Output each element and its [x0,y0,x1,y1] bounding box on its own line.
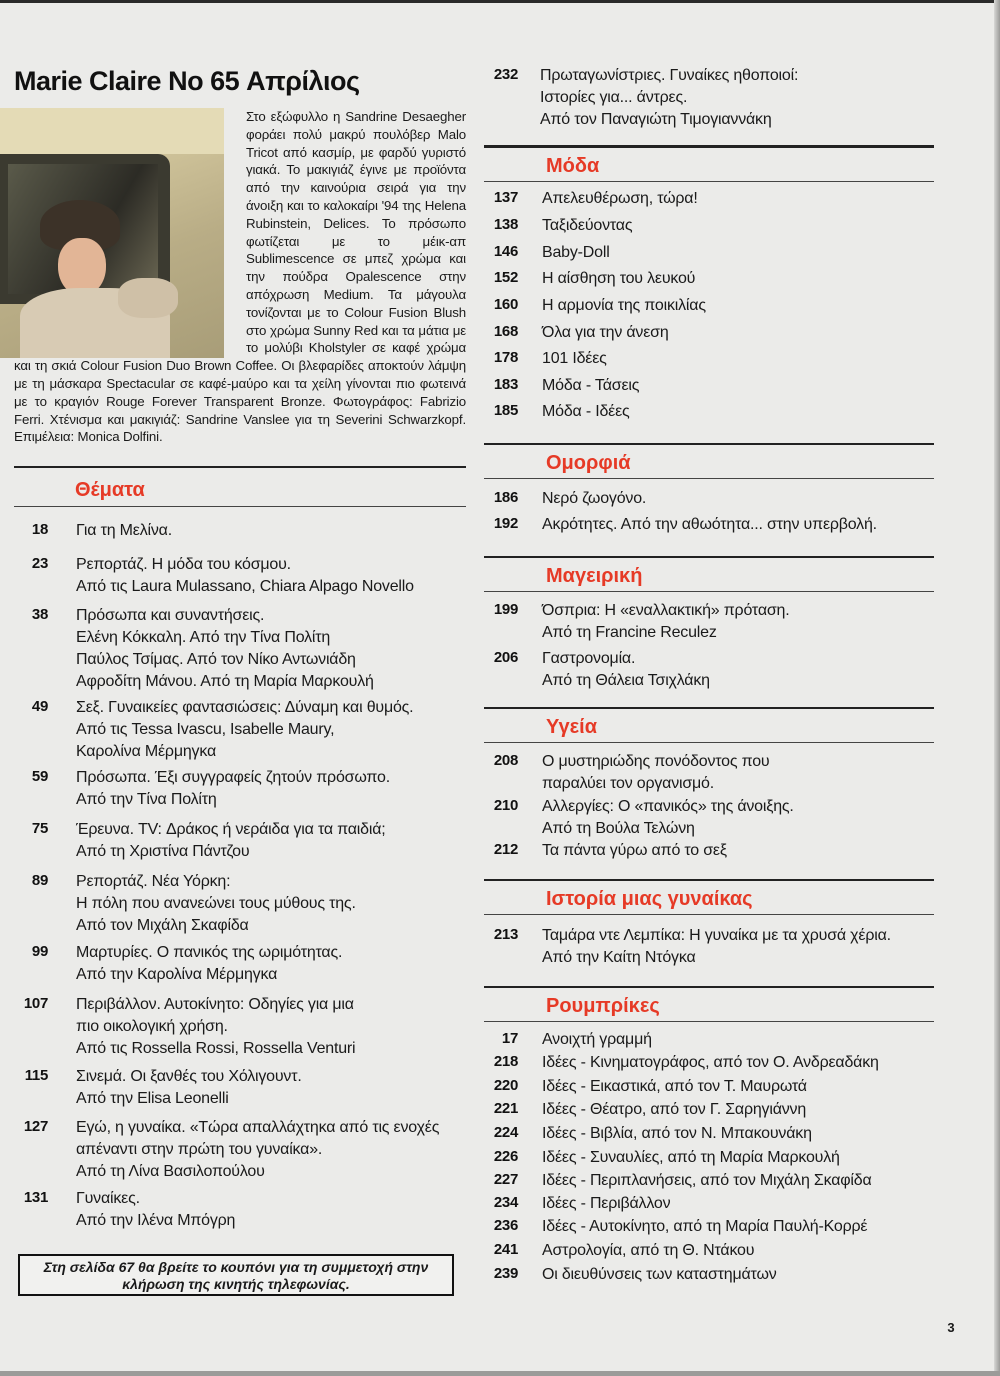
entry-line: Σεξ. Γυναικείες φαντασιώσεις: Δύναμη και θυμός. [76,699,414,716]
entry-line: Από τις Rossella Rossi, Rossella Venturi [76,1040,356,1057]
section-heading: Ομορφιά [546,452,631,474]
entry-line: Ιστορίες για... άντρες. [540,89,688,106]
section-rule-top [484,879,934,881]
entry-page-number: 218 [493,1053,518,1070]
entry-line: Η αρμονία της ποικιλίας [542,297,706,314]
entry-page-number: 137 [493,189,518,206]
entry-line: Από τις Tessa Ivascu, Isabelle Maury, [76,721,335,738]
entry-page-number: 49 [31,698,48,715]
entry-line: Ο μυστηριώδης πονόδοντος που [542,753,770,770]
entry-line: Από τη Θάλεια Τσιχλάκη [542,672,710,689]
entry-line: Όλα για την άνεση [542,324,669,341]
entry-line: Ιδέες - Περιπλανήσεις, από τον Μιχάλη Σκαφίδα [542,1172,872,1189]
entry-line: Ρεπορτάζ. Η μόδα του κόσμου. [76,556,291,573]
entry-line: Από τη Χριστίνα Πάντζου [76,843,250,860]
entry-page-number: 152 [493,269,518,286]
entry-line: Από τη Λίνα Βασιλοπούλου [76,1163,265,1180]
entry-page-number: 221 [493,1100,518,1117]
entry-page-number: 75 [31,820,48,837]
entry-line: παραλύει τον οργανισμό. [542,775,714,792]
entry-line: Ελένη Κόκκαλη. Από την Τίνα Πολίτη [76,629,331,646]
entry-line: Όσπρια: Η «εναλλακτική» πρόταση. [542,602,790,619]
entry-page-number: 239 [493,1265,518,1282]
entry-line: Ιδέες - Αυτοκίνητο, από τη Μαρία Παυλή-Κορρέ [542,1218,868,1235]
entry-page-number: 107 [23,995,48,1012]
entry-line: Εγώ, η γυναίκα. «Τώρα απαλλάχτηκα από τις ενοχές [76,1119,440,1136]
entry-line: Γυναίκες. [76,1190,140,1207]
entry-line: Ιδέες - Θέατρο, από τον Γ. Σαρηγιάννη [542,1101,807,1118]
entry-line: Αφροδίτη Μάνου. Από τη Μαρία Μαρκουλή [76,673,374,690]
section-rule-top [484,556,934,558]
entry-line: Γαστρονομία. [542,650,636,667]
section-rule [14,506,466,507]
entry-line: Νερό ζωογόνο. [542,490,647,507]
entry-line: Ιδέες - Εικαστικά, από τον Τ. Μαυρωτά [542,1078,807,1095]
entry-page-number: 232 [493,66,518,83]
entry-page-number: 38 [31,606,48,623]
entry-line: Από την Καίτη Ντόγκα [542,949,696,966]
entry-line: Baby-Doll [542,244,610,261]
entry-page-number: 127 [23,1118,48,1135]
section-rule [484,742,934,743]
entry-page-number: 99 [31,943,48,960]
entry-line: Παύλος Τσίμας. Από τον Νίκο Αντωνιάδη [76,651,356,668]
entry-line: Πρόσωπα και συναντήσεις. [76,607,265,624]
section-heading: Ρουμπρίκες [546,995,660,1017]
entry-page-number: 199 [493,601,518,618]
entry-line: Μόδα - Ιδέες [542,403,630,420]
entry-line: Αλλεργίες: Ο «πανικός» της άνοιξης. [542,798,794,815]
section-rule-top [484,707,934,709]
section-rule [484,478,934,479]
entry-page-number: 236 [493,1217,518,1234]
entry-line: Ιδέες - Βιβλία, από τον Ν. Μπακουνάκη [542,1125,812,1142]
entry-page-number: 234 [493,1194,518,1211]
entry-line: Για τη Μελίνα. [76,522,172,539]
entry-line: Οι διευθύνσεις των καταστημάτων [542,1266,777,1283]
entry-line: Ακρότητες. Από την αθωότητα... στην υπερβολή. [542,516,877,533]
section-heading: Θέματα [75,479,145,501]
entry-page-number: 206 [493,649,518,666]
entry-page-number: 220 [493,1077,518,1094]
section-heading: Μόδα [546,155,600,177]
entry-line: Πρωταγωνίστριες. Γυναίκες ηθοποιοί: [540,67,799,84]
entry-page-number: 168 [493,323,518,340]
entry-page-number: 227 [493,1171,518,1188]
entry-page-number: 213 [493,926,518,943]
coupon-notice: Στη σελίδα 67 θα βρείτε το κουπόνι για τη συμμετοχή στην κλήρωση της κινητής τηλεφωνίας. [18,1254,454,1296]
entry-page-number: 210 [493,797,518,814]
section-rule-top [484,146,934,148]
entry-line: Καρολίνα Μέρμηγκα [76,743,217,760]
section-rule [484,181,934,182]
entry-line: Από τον Μιχάλη Σκαφίδα [76,917,249,934]
entry-line: Ταμάρα ντε Λεμπίκα: Η γυναίκα με τα χρυσά χέρια. [542,927,891,944]
entry-page-number: 146 [493,243,518,260]
cover-credits-text: Στο εξώφυλλο η Sandrine Desaegher φοράει πολύ μακρύ πουλόβερ Malo Tricot από κασμίρ, με φαρδύ γυριστό γιακά. Το μακιγιάζ έγινε με προϊόντα από την καινούρια σειρά για την άνοιξη και το καλοκαίρι '94 της Helena Rubinstein, Delices. Το πρόσωπο φωτίζεται με το μέικ-απ Sublimescence σε μπεζ χρώμα και την πούδρα Opalescence στην απόχρωση Medium. Τα μάγουλα τονίζονται με το Colour Fusion Blush στο χρώμα Sunny Red και τα μάτια με το μολύβι Kholstyler σε καφέ χρώμα και τη σκιά Colour Fusion Duo Brown Coffee. Οι βλεφαρίδες αποκτούν λάμψη με τη μάσκαρα Spectacular σε καφέ-μαύρο και τα χείλη γίνονται πιο φωτεινά με το κραγιόν Rouge Forever Transparent Bronze. Φωτογράφος: Fabrizio Ferri. Χτένισμα και μακιγιάζ: Sandrine Vanslee για τη Severini Schwarzkopf. Επιμέλεια: Monica Dolfini. [14,109,466,445]
entry-line: Μόδα - Τάσεις [542,377,640,394]
section-rule [484,914,934,915]
entry-page-number: 59 [31,768,48,785]
entry-page-number: 186 [493,489,518,506]
entry-page-number: 226 [493,1148,518,1165]
page-edge-bottom [0,1371,1000,1376]
entry-line: Από τις Laura Mulassano, Chiara Alpago Novello [76,578,414,595]
entry-line: Αστρολογία, από τη Θ. Ντάκου [542,1242,755,1259]
entry-line: Έρευνα. TV: Δράκος ή νεράιδα για τα παιδιά; [76,821,386,838]
entry-page-number: 138 [493,216,518,233]
entry-line: Ταξιδεύοντας [542,217,633,234]
section-rule [484,1021,934,1022]
entry-page-number: 17 [501,1030,518,1047]
section-rule [484,591,934,592]
entry-line: Από τον Παναγιώτη Τιμογιαννάκη [540,111,772,128]
section-rule-top [484,443,934,445]
entry-line: Σινεμά. Οι ξανθές του Χόλιγουντ. [76,1068,302,1085]
entry-line: Από την Elisa Leonelli [76,1090,229,1107]
entry-line: Μαρτυρίες. Ο πανικός της ωριμότητας. [76,944,343,961]
entry-page-number: 178 [493,349,518,366]
entry-line: 101 Ιδέες [542,350,607,367]
entry-page-number: 18 [31,521,48,538]
entry-page-number: 185 [493,402,518,419]
entry-line: Η αίσθηση του λευκού [542,270,696,287]
section-heading: Μαγειρική [546,565,643,587]
entry-line: Από την Καρολίνα Μέρμηγκα [76,966,278,983]
entry-line: Από την Ιλένα Μπόγρη [76,1212,236,1229]
section-rule-top [484,986,934,988]
magazine-issue-title: Marie Claire No 65 Απρίλιος [14,66,360,96]
entry-line: Η πόλη που ανανεώνει τους μύθους της. [76,895,356,912]
entry-line: Από την Τίνα Πολίτη [76,791,217,808]
entry-line: Απελευθέρωση, τώρα! [542,190,698,207]
entry-page-number: 208 [493,752,518,769]
entry-line: Ιδέες - Κινηματογράφος, από τον Ο. Ανδρεαδάκη [542,1054,879,1071]
entry-line: Περιβάλλον. Αυτοκίνητο: Οδηγίες για μια [76,996,354,1013]
entry-line: Ρεπορτάζ. Νέα Υόρκη: [76,873,231,890]
entry-page-number: 183 [493,376,518,393]
entry-line: Ιδέες - Περιβάλλον [542,1195,671,1212]
entry-page-number: 23 [31,555,48,572]
entry-page-number: 89 [31,872,48,889]
section-heading: Υγεία [546,716,597,738]
page-edge-right [994,0,1000,1376]
entry-page-number: 160 [493,296,518,313]
entry-line: Τα πάντα γύρω από το σεξ [542,842,727,859]
page-edge-top [0,0,1000,3]
entry-page-number: 241 [493,1241,518,1258]
entry-line: απέναντι στην πρώτη του γυναίκα». [76,1141,323,1158]
page-number: 3 [947,1320,955,1335]
entry-line: Από τη Βούλα Τελώνη [542,820,695,837]
entry-page-number: 212 [493,841,518,858]
divider-top-left [14,466,466,468]
entry-line: Από τη Francine Reculez [542,624,717,641]
entry-line: Ανοιχτή γραμμή [542,1031,652,1048]
entry-line: Πρόσωπα. Έξι συγγραφείς ζητούν πρόσωπο. [76,769,390,786]
entry-line: πιο οικολογική χρήση. [76,1018,228,1035]
entry-line: Ιδέες - Συναυλίες, από τη Μαρία Μαρκουλή [542,1149,840,1166]
entry-page-number: 131 [23,1189,48,1206]
entry-page-number: 224 [493,1124,518,1141]
entry-page-number: 115 [24,1067,48,1084]
entry-page-number: 192 [493,515,518,532]
section-heading: Ιστορία μιας γυναίκας [546,888,753,910]
